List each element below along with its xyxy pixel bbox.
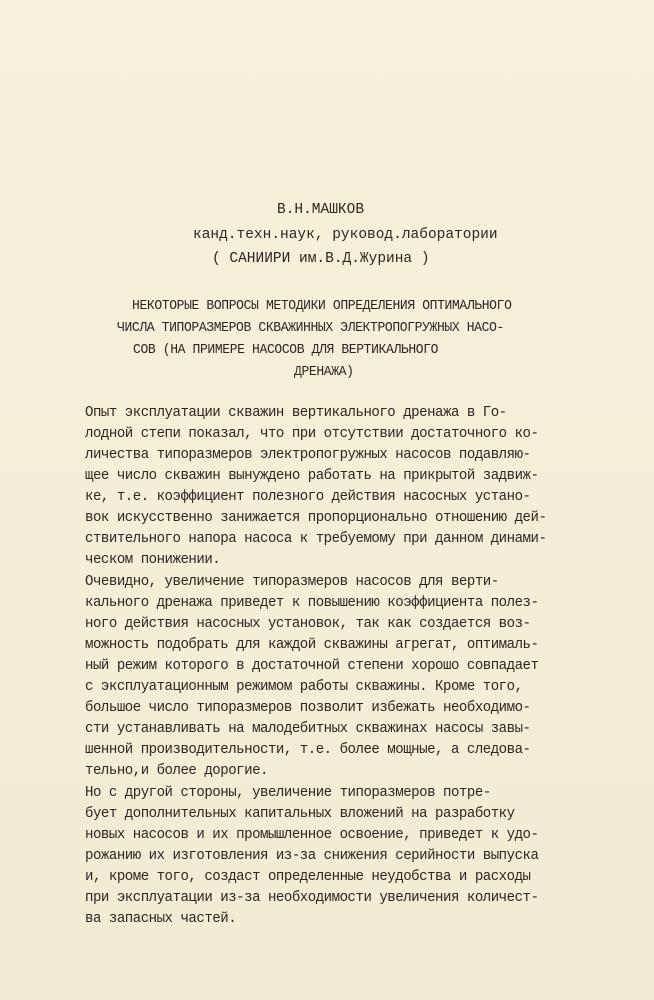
body-line: ного действия насосных установок, так как создается воз- (85, 616, 531, 632)
author-position: канд.техн.наук, руковод.лаборатории (193, 227, 498, 243)
body-line: бует дополнительных капитальных вложений на разработку (85, 806, 515, 822)
title-line: СОВ (НА ПРИМЕРЕ НАСОСОВ ДЛЯ ВЕРТИКАЛЬНОГО (133, 342, 439, 358)
title-line: ЧИСЛА ТИПОРАЗМЕРОВ СКВАЖИННЫХ ЭЛЕКТРОПОГРУЖНЫХ НАСО- (117, 320, 504, 336)
author-institute: ( САНИИРИ им.В.Д.Журина ) (212, 251, 430, 267)
body-line: ческом понижении. (85, 552, 221, 568)
body-line: ный режим которого в достаточной степени хорошо совпадает (85, 658, 539, 674)
title-line: ДРЕНАЖА) (294, 364, 354, 380)
body-line: вок искусственно занижается пропорционально отношению дей- (85, 510, 547, 526)
body-line: можность подобрать для каждой скважины агрегат, оптималь- (85, 637, 539, 653)
body-line: при эксплуатации из-за необходимости увеличения количест- (85, 890, 539, 906)
body-line: рожанию их изготовления из-за снижения серийности выпуска (85, 848, 539, 864)
body-line: и, кроме того, создаст определенные неудобства и расходы (85, 869, 531, 885)
body-line: Опыт эксплуатации скважин вертикального дренажа в Го- (85, 405, 507, 421)
body-line: новых насосов и их промышленное освоение, приведет к удо- (85, 827, 539, 843)
body-line: ствительного напора насоса к требуемому при данном динами- (85, 531, 547, 547)
title-line: НЕКОТОРЫЕ ВОПРОСЫ МЕТОДИКИ ОПРЕДЕЛЕНИЯ ОПТИМАЛЬНОГО (132, 298, 512, 314)
body-line: с эксплуатационным режимом работы скважины. Кроме того, (85, 679, 523, 695)
body-line: ва запасных частей. (85, 911, 237, 927)
body-line: тельно,и более дорогие. (85, 763, 268, 779)
author-name: В.Н.МАШКОВ (277, 202, 365, 218)
body-line: лодной степи показал, что при отсутствии достаточного ко- (85, 426, 539, 442)
body-line: щее число скважин вынуждено работать на прикрытой задвиж- (85, 468, 539, 484)
body-line: Очевидно, увеличение типоразмеров насосов для верти- (85, 574, 499, 590)
body-line: кального дренажа приведет к повышению коэффициента полез- (85, 595, 539, 611)
body-line: шенной производительности, т.е. более мощные, а следова- (85, 742, 531, 758)
body-line: личества типоразмеров электропогружных насосов подавляю- (85, 447, 531, 463)
body-line: сти устанавливать на малодебитных скважинах насосы завы- (85, 721, 531, 737)
body-line: большое число типоразмеров позволит избежать необходимо- (85, 700, 531, 716)
body-line: ке, т.е. коэффициент полезного действия насосных устано- (85, 489, 531, 505)
body-line: Но с другой стороны, увеличение типоразмеров потре- (85, 785, 491, 801)
